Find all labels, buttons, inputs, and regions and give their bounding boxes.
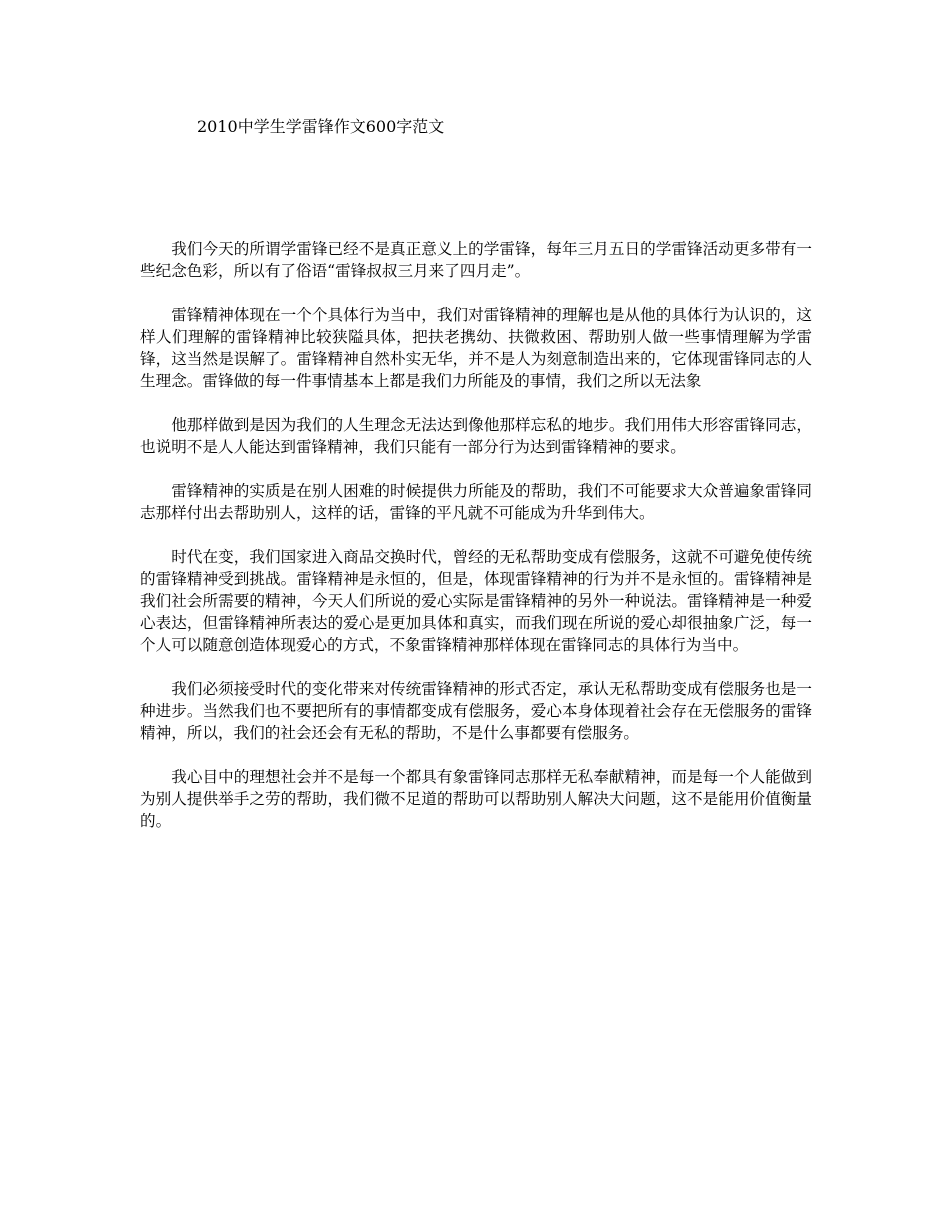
- paragraph: 时代在变，我们国家进入商品交换时代，曾经的无私帮助变成有偿服务，这就不可避免使传统的雷锋精神受到挑战。雷锋精神是永恒的，但是，体现雷锋精神的行为并不是永恒的。雷锋精神是我们社会所需要的精神，今天人们所说的爱心实际是雷锋精神的另外一种说法。雷锋精神是一种爱心表达，但雷锋精神所表达的爱心是更加具体和真实，而我们现在所说的爱心却很抽象广泛，每一个人可以随意创造体现爱心的方式，不象雷锋精神那样体现在雷锋同志的具体行为当中。: [140, 548, 812, 654]
- paragraph: 雷锋精神体现在一个个具体行为当中，我们对雷锋精神的理解也是从他的具体行为认识的，这样人们理解的雷锋精神比较狭隘具体，把扶老携幼、扶微救困、帮助别人做一些事情理解为学雷锋，这当然是误解了。雷锋精神自然朴实无华，并不是人为刻意制造出来的，它体现雷锋同志的人生理念。雷锋做的每一件事情基本上都是我们力所能及的事情，我们之所以无法象: [140, 306, 812, 390]
- paragraph: 我们今天的所谓学雷锋已经不是真正意义上的学雷锋，每年三月五日的学雷锋活动更多带有一些纪念色彩，所以有了俗语“雷锋叔叔三月来了四月走”。: [140, 240, 812, 280]
- document-title: 2010中学生学雷锋作文600字范文: [197, 117, 445, 136]
- paragraph: 我们必须接受时代的变化带来对传统雷锋精神的形式否定，承认无私帮助变成有偿服务也是一种进步。当然我们也不要把所有的事情都变成有偿服务，爱心本身体现着社会存在无偿服务的雷锋精神，所以，我们的社会还会有无私的帮助，不是什么事都要有偿服务。: [140, 680, 812, 742]
- document-body: [140, 238, 812, 854]
- paragraph: 我心目中的理想社会并不是每一个都具有象雷锋同志那样无私奉献精神，而是每一个人能做到为别人提供举手之劳的帮助，我们微不足道的帮助可以帮助别人解决大问题，这不是能用价值衡量的。: [140, 768, 812, 830]
- paragraph: 雷锋精神的实质是在别人困难的时候提供力所能及的帮助，我们不可能要求大众普遍象雷锋同志那样付出去帮助别人，这样的话，雷锋的平凡就不可能成为升华到伟大。: [140, 482, 812, 522]
- paragraph: 他那样做到是因为我们的人生理念无法达到像他那样忘私的地步。我们用伟大形容雷锋同志，也说明不是人人能达到雷锋精神，我们只能有一部分行为达到雷锋精神的要求。: [140, 416, 812, 456]
